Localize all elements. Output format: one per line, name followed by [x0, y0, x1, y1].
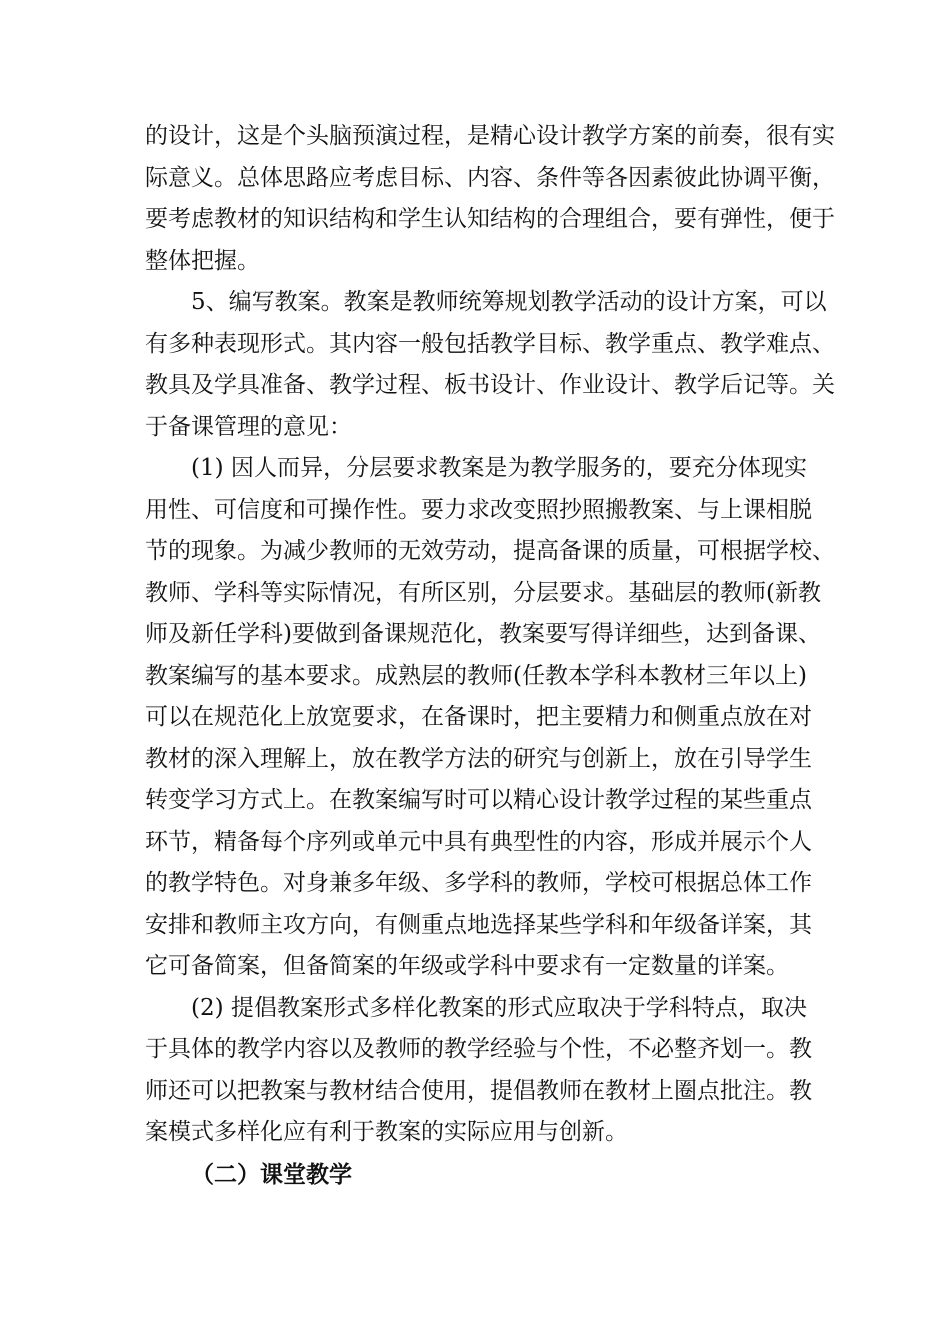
text-line: 安排和教师主攻方向，有侧重点地选择某些学科和年级备详案，其: [145, 911, 812, 938]
text-line: 于具体的教学内容以及教师的教学经验与个性，不必整齐划一。教: [145, 1036, 812, 1062]
text-line: 要考虑教材的知识结构和学生认知结构的合理组合，要有弹性，便于: [145, 206, 835, 232]
text-line: 际意义。总体思路应考虑目标、内容、条件等各因素彼此协调平衡，: [145, 164, 835, 191]
text-line: 教师、学科等实际情况，有所区别，分层要求。基础层的教师(新教: [145, 579, 821, 606]
paragraph-intro: [145, 116, 835, 282]
text-line: 用性、可信度和可操作性。要力求改变照抄照搬教案、与上课相脱: [145, 496, 812, 523]
text-line: 案模式多样化应有利于教案的实际应用与创新。: [145, 1119, 628, 1145]
text-line: 可以在规范化上放宽要求，在备课时，把主要精力和侧重点放在对: [145, 704, 812, 730]
text-line: 教材的深入理解上，放在教学方法的研究与创新上，放在引导学生: [145, 745, 812, 772]
text-line: 它可备简案，但备简案的年级或学科中要求有一定数量的详案。: [145, 953, 789, 979]
document-page: [145, 116, 835, 1195]
text-line: 师及新任学科)要做到备课规范化，教案要写得详细些，达到备课、: [145, 621, 821, 647]
text-line: 的设计，这是个头脑预演过程，是精心设计教学方案的前奏，很有实: [145, 123, 835, 149]
text-line: 师还可以把教案与教材结合使用，提倡教师在教材上圈点批注。教: [145, 1077, 812, 1104]
text-line: 于备课管理的意见：: [145, 413, 352, 440]
text-line: 教案编写的基本要求。成熟层的教师(任教本学科本教材三年以上): [145, 662, 807, 689]
paragraph-sub-2: [145, 988, 812, 1154]
text-line: 的教学特色。对身兼多年级、多学科的教师，学校可根据总体工作: [145, 870, 812, 896]
section-heading: （二）课堂教学: [191, 1160, 352, 1188]
text-line: 整体把握。: [145, 247, 260, 274]
paragraph-sub-1: [145, 448, 835, 988]
paragraph-item-5: [145, 282, 835, 448]
text-line: 节的现象。为减少教师的无效劳动，提高备课的质量，可根据学校、: [145, 538, 835, 564]
text-line: (2) 提倡教案形式多样化教案的形式应取决于学科特点，取决: [191, 994, 807, 1021]
text-line: 环节，精备每个序列或单元中具有典型性的内容，形成并展示个人: [145, 828, 812, 855]
text-line: (1) 因人而异，分层要求教案是为教学服务的，要充分体现实: [191, 455, 807, 481]
text-line: 教具及学具准备、教学过程、板书设计、作业设计、教学后记等。关: [145, 372, 835, 398]
text-line: 转变学习方式上。在教案编写时可以精心设计教学过程的某些重点: [145, 787, 812, 813]
text-line: 5、编写教案。教案是教师统筹规划教学活动的设计方案，可以: [191, 289, 827, 315]
text-line: 有多种表现形式。其内容一般包括教学目标、教学重点、教学难点、: [145, 330, 835, 357]
